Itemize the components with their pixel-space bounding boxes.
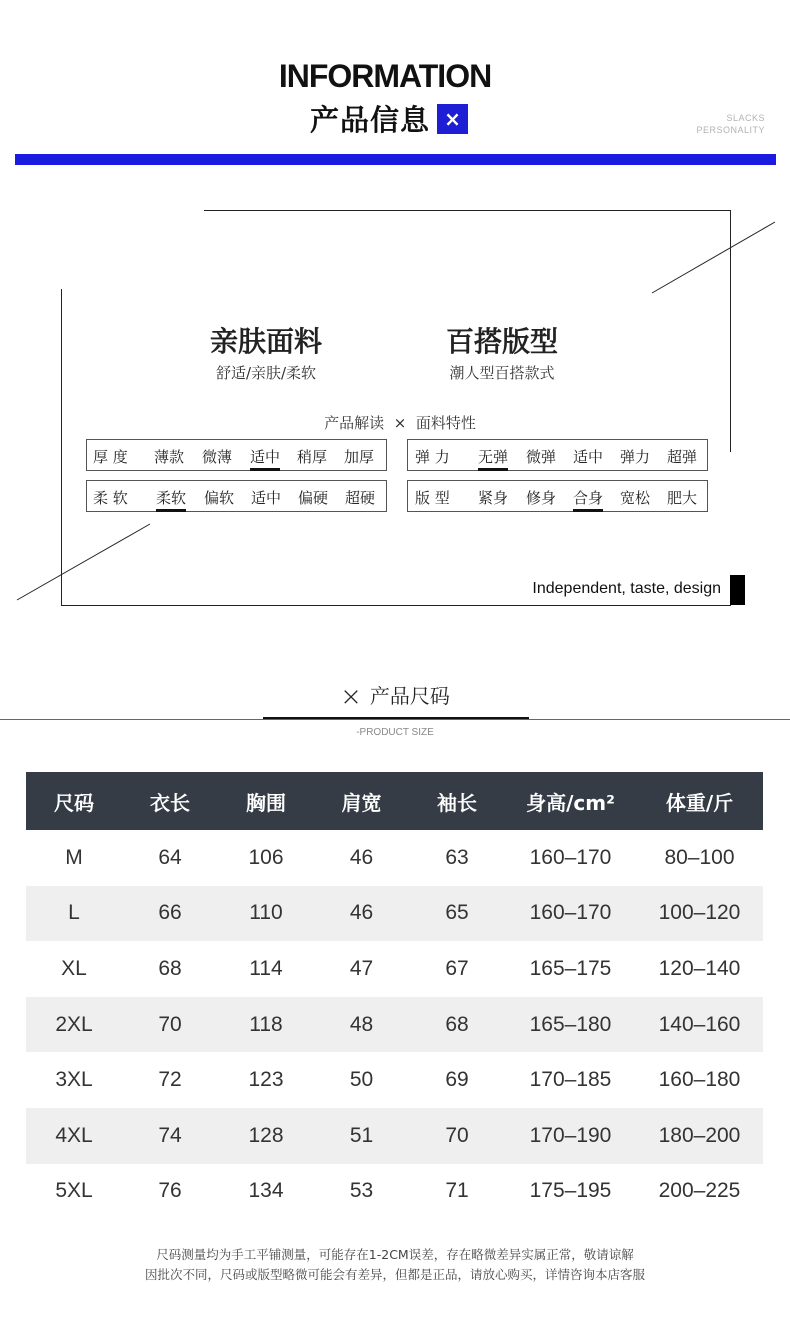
property-option: 薄款 — [154, 448, 185, 466]
close-badge-icon: × — [437, 104, 468, 134]
table-header-cell: 肩宽 — [314, 772, 409, 830]
property-softness — [86, 480, 387, 512]
diagonal-bottom-left — [17, 524, 150, 600]
table-header-cell: 体重/斤 — [636, 772, 763, 830]
table-cell: 50 — [349, 1068, 374, 1092]
table-cell: 128 — [218, 1108, 314, 1164]
table-cell: 70 — [122, 997, 218, 1053]
table-cell: 170–185 — [529, 1068, 612, 1092]
property-thickness — [86, 439, 387, 471]
property-option-selected: 无弹 — [478, 446, 508, 471]
table-cell: 51 — [314, 1108, 409, 1164]
table-cell: 170–190 — [505, 1108, 636, 1164]
right-feature-sub: 潮人型百搭款式 — [449, 364, 555, 382]
size-table — [26, 772, 763, 1219]
table-cell: 71 — [445, 1179, 469, 1203]
table-row — [26, 1164, 763, 1220]
property-option: 微薄 — [202, 448, 233, 466]
property-label: 柔 软 — [93, 489, 128, 507]
table-cell: 74 — [122, 1108, 218, 1164]
table-cell: 160–170 — [505, 886, 636, 942]
table-header-cell: 胸围 — [218, 772, 314, 830]
table-cell: 46 — [349, 845, 374, 869]
table-row — [26, 1108, 763, 1164]
property-option: 肥大 — [667, 489, 698, 507]
table-cell: 4XL — [26, 1108, 122, 1164]
property-label: 弹 力 — [415, 448, 450, 466]
table-cell: 140–160 — [636, 997, 763, 1053]
table-row — [26, 830, 763, 886]
table-cell: 72 — [158, 1068, 182, 1092]
table-cell: 106 — [248, 845, 284, 869]
table-cell: 114 — [249, 956, 283, 980]
property-label: 厚 度 — [93, 448, 128, 466]
table-cell: 110 — [218, 886, 314, 942]
size-divider — [0, 719, 790, 720]
property-option: 修身 — [526, 489, 557, 507]
table-cell: 200–225 — [658, 1179, 741, 1203]
property-option-selected: 适中 — [250, 446, 280, 471]
table-cell: 68 — [158, 956, 182, 980]
table-header-cell: 袖长 — [409, 772, 505, 830]
table-cell: 120–140 — [658, 956, 741, 980]
table-cell: XL — [61, 956, 87, 980]
table-cell: 165–180 — [505, 997, 636, 1053]
property-option: 紧身 — [478, 489, 509, 507]
table-cell: 165–175 — [529, 956, 612, 980]
property-option: 适中 — [573, 448, 604, 466]
property-option: 宽松 — [620, 489, 651, 507]
slogan-line2: PERSONALITY — [696, 125, 765, 135]
table-cell: 47 — [349, 956, 374, 980]
table-cell: 69 — [445, 1068, 469, 1092]
table-cell: 5XL — [55, 1179, 93, 1203]
table-cell: 160–180 — [658, 1068, 741, 1092]
table-cell: 134 — [248, 1179, 284, 1203]
title-cn: 产品信息 — [310, 103, 431, 137]
size-heading-text: 产品尺码 — [369, 684, 450, 708]
table-cell: 3XL — [55, 1068, 93, 1092]
property-option: 偏硬 — [298, 489, 329, 507]
table-cell: 2XL — [26, 997, 122, 1053]
property-option-selected: 柔软 — [156, 487, 186, 512]
tagline-block — [730, 575, 745, 605]
table-header-row — [26, 772, 763, 830]
table-cell: 68 — [409, 997, 505, 1053]
table-row — [26, 941, 763, 997]
table-cell: 48 — [314, 997, 409, 1053]
property-label: 版 型 — [415, 489, 450, 507]
property-option: 超弹 — [667, 448, 698, 466]
table-row — [26, 886, 763, 942]
table-cell: 65 — [409, 886, 505, 942]
table-cell: 118 — [218, 997, 314, 1053]
left-feature-sub: 舒适/亲肤/柔软 — [215, 364, 317, 382]
right-feature-title: 百搭版型 — [445, 325, 558, 358]
property-option-selected: 合身 — [573, 487, 603, 512]
table-row — [26, 997, 763, 1053]
table-cell: 53 — [349, 1179, 374, 1203]
table-cell: 67 — [445, 956, 469, 980]
table-cell: 80–100 — [664, 845, 735, 869]
property-option: 适中 — [251, 489, 282, 507]
table-cell: M — [65, 845, 83, 869]
cross-icon: × — [340, 682, 362, 712]
table-cell: 70 — [409, 1108, 505, 1164]
table-cell: 175–195 — [529, 1179, 612, 1203]
table-cell: 66 — [122, 886, 218, 942]
table-cell: 64 — [158, 845, 182, 869]
property-fit — [407, 480, 708, 512]
property-option: 加厚 — [344, 448, 375, 466]
table-cell: 46 — [314, 886, 409, 942]
property-option: 稍厚 — [297, 448, 328, 466]
table-row — [26, 1052, 763, 1108]
slogan-line1: SLACKS — [726, 113, 765, 123]
property-option: 超硬 — [345, 489, 376, 507]
diagonal-top-right — [652, 222, 775, 293]
property-option: 微弹 — [526, 448, 557, 466]
size-subheading: -PRODUCT SIZE — [356, 727, 434, 738]
property-option: 弹力 — [620, 448, 651, 466]
table-header-cell: 衣长 — [122, 772, 218, 830]
table-header-cell: 身高/cm² — [505, 772, 636, 830]
table-cell: 63 — [445, 845, 469, 869]
title-en: INFORMATION — [278, 58, 492, 94]
size-heading — [0, 680, 790, 712]
table-header-cell: 尺码 — [26, 772, 122, 830]
table-cell: 123 — [248, 1068, 284, 1092]
tagline-text: Independent, taste, design — [532, 580, 721, 597]
size-divider-accent — [263, 717, 529, 719]
table-cell: 100–120 — [636, 886, 763, 942]
table-cell: L — [26, 886, 122, 942]
interp-label: 产品解读 × 面料特性 — [324, 414, 476, 432]
property-option: 偏软 — [204, 489, 235, 507]
note-line2: 因批次不同，尺码或版型略微可能会有差异，但都是正品，请放心购买，详情咨询本店客服 — [144, 1267, 645, 1282]
table-cell: 160–170 — [529, 845, 612, 869]
note-line1: 尺码测量均为手工平铺测量，可能存在1-2CM误差，存在略微差异实属正常，敬请谅解 — [156, 1247, 634, 1262]
left-feature-title: 亲肤面料 — [209, 325, 322, 358]
property-elasticity — [407, 439, 708, 471]
table-cell: 76 — [158, 1179, 182, 1203]
table-cell: 180–200 — [636, 1108, 763, 1164]
